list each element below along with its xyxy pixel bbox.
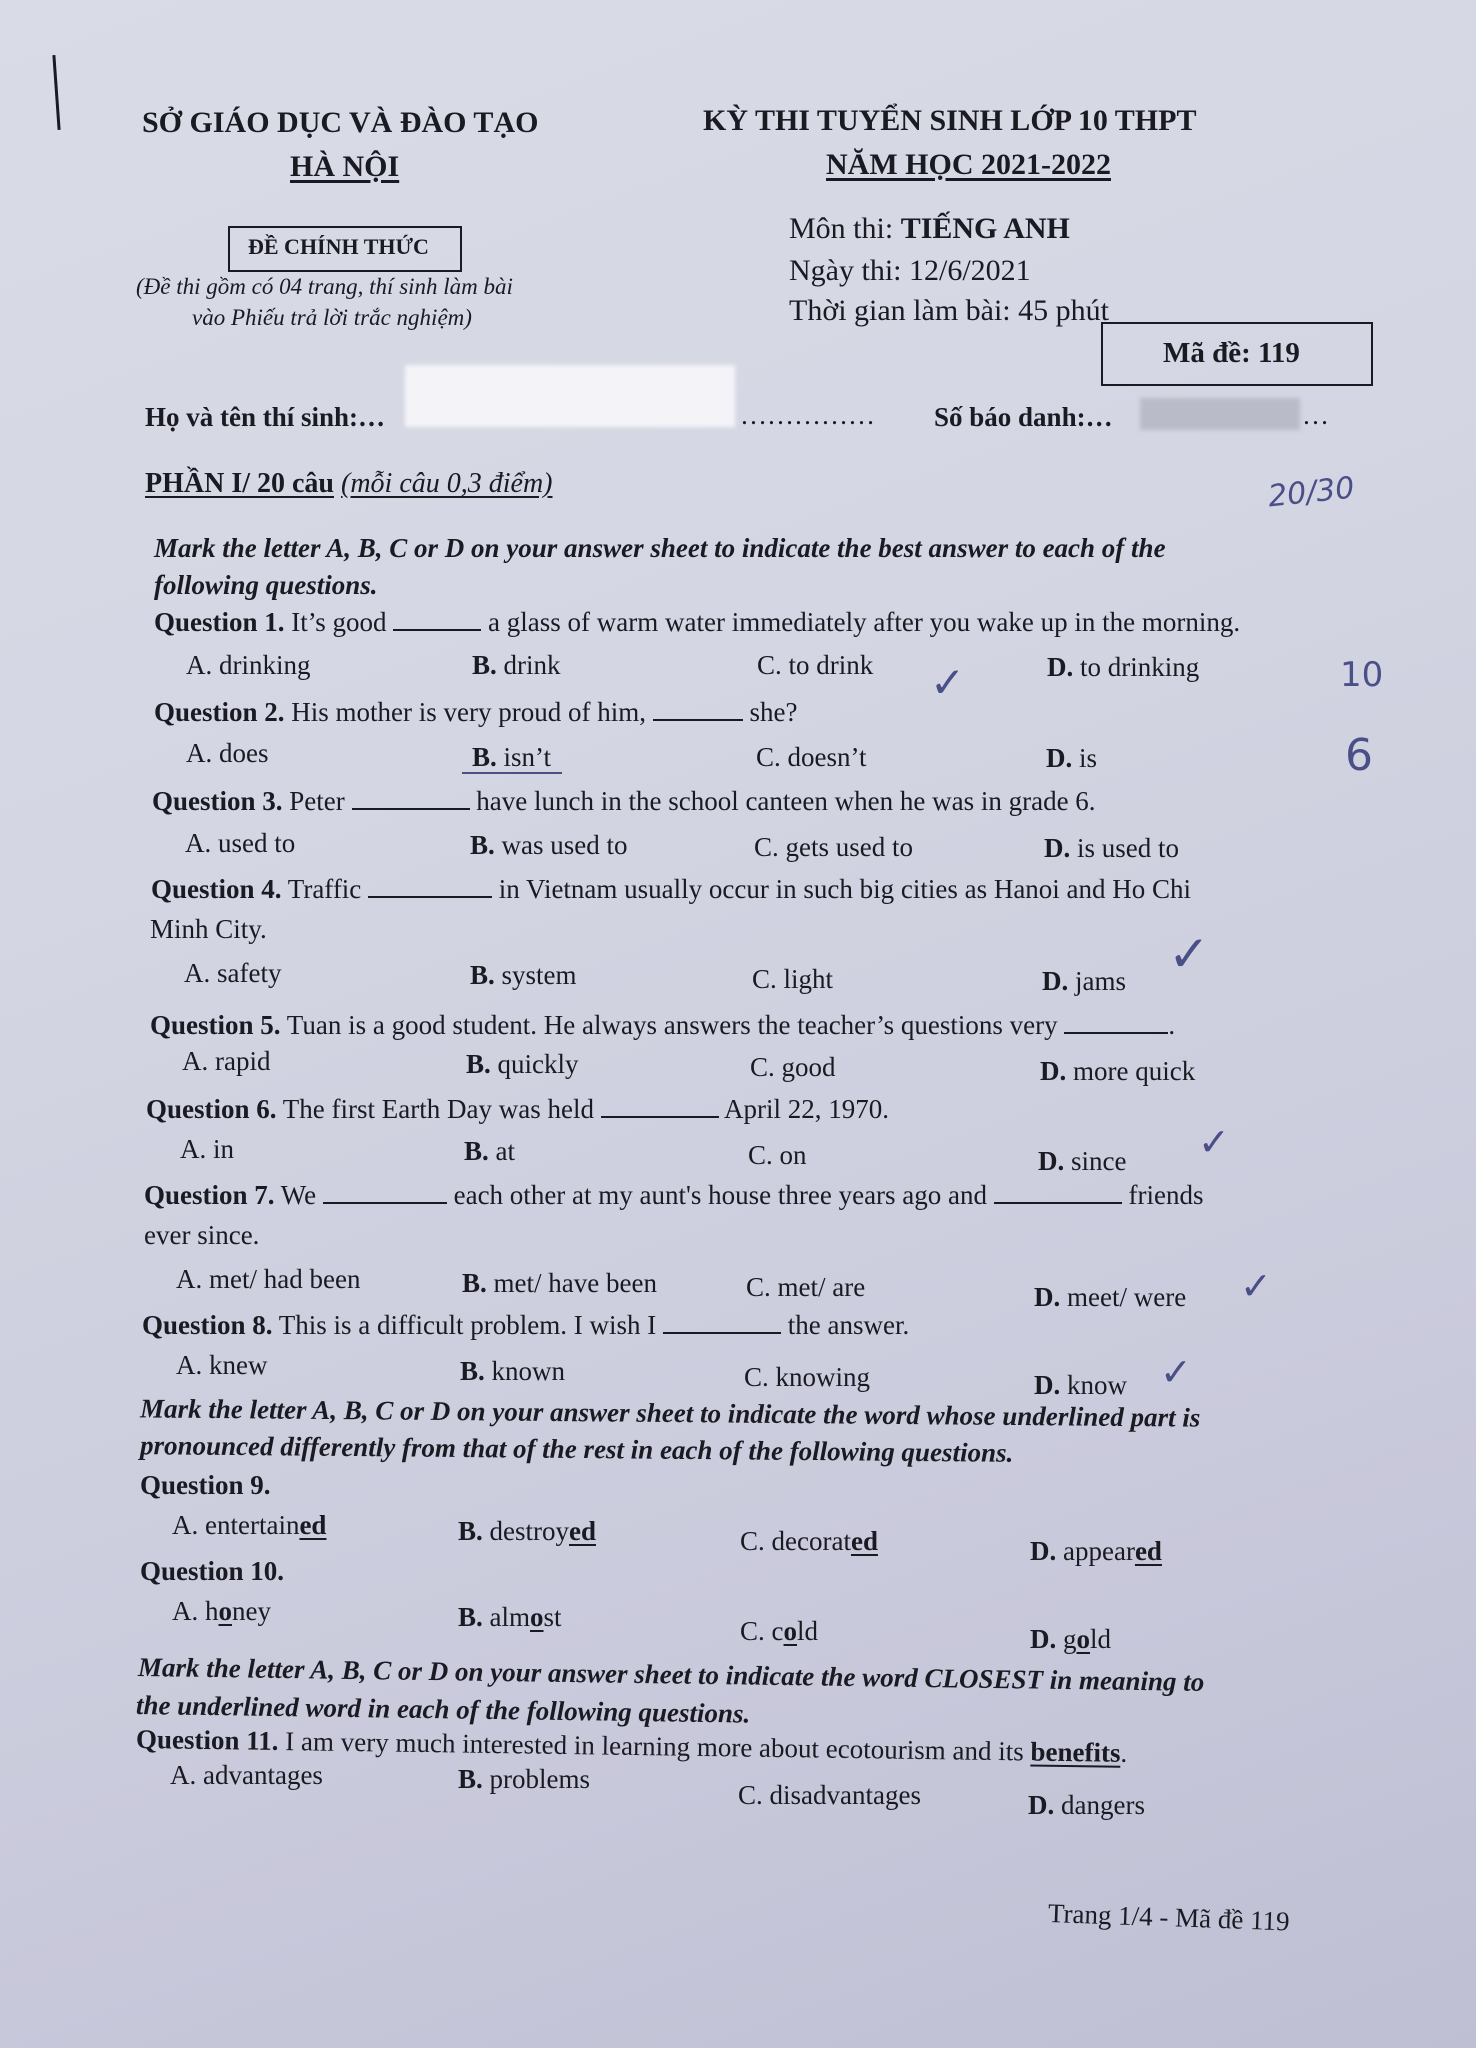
instruction-pronounce-l2: pronounced differently from that of the rest in each of the following questions. [139, 1430, 1014, 1468]
q5-option-c: C. good [750, 1052, 836, 1082]
question-text: friends [1121, 1180, 1204, 1210]
answer-blank [393, 607, 481, 631]
q4-option-b: B. system [470, 960, 577, 990]
question-1 [154, 607, 1240, 638]
instruction-closest-l2: the underlined word in each of the following questions. [135, 1690, 751, 1729]
page-footer: Trang 1/4 - Mã đề 119 [1047, 1898, 1291, 1937]
q4-option-a: A. safety [184, 958, 282, 988]
answer-blank [663, 1310, 781, 1334]
question-label: Question 8. [142, 1310, 273, 1340]
q7-option-b: B. met/ have been [462, 1268, 657, 1298]
q2-option-a: A. does [186, 738, 269, 768]
instruction-pronounce-l1: Mark the letter A, B, C or D on your answer sheet to indicate the word whose underlined part is [139, 1393, 1201, 1433]
q2-option-c: C. doesn’t [756, 742, 867, 772]
q6-option-a: A. in [180, 1134, 235, 1164]
question-text: a glass of warm water immediately after you wake up in the morning. [481, 607, 1241, 637]
q8-option-d: D. know [1034, 1370, 1127, 1400]
question-text: have lunch in the school canteen when he was in grade 6. [469, 786, 1096, 816]
q10-option-b: B. almost [458, 1602, 562, 1632]
handwritten-score: 20/30 [1266, 470, 1357, 515]
candidate-name-dots: …………… [740, 400, 875, 430]
question-text: I am very much interested in learning more about ecotourism and its [278, 1725, 1031, 1767]
q6-option-c: C. on [748, 1140, 807, 1170]
subject-line [789, 212, 1070, 246]
exam-date: Ngày thi: 12/6/2021 [789, 254, 1031, 287]
q6-option-b: B. at [464, 1136, 516, 1166]
q6-option-d: D. since [1038, 1146, 1127, 1176]
q10-option-d: D. gold [1030, 1624, 1112, 1654]
instruction-best-answer-l2: following questions. [154, 570, 378, 600]
question-label: Question 11. [135, 1724, 279, 1756]
exam-note-line2: vào Phiếu trả lời trắc nghiệm) [192, 305, 472, 330]
school-year: NĂM HỌC 2021-2022 [826, 148, 1111, 181]
check-mark-icon: ✓ [1240, 1264, 1272, 1308]
question-text: Traffic [281, 874, 369, 904]
question-text: . [1120, 1737, 1128, 1768]
question-3 [152, 786, 1096, 817]
q3-option-c: C. gets used to [754, 832, 914, 862]
question-text: This is a difficult problem. I wish I [272, 1310, 663, 1340]
check-mark-icon: ✓ [1168, 925, 1210, 983]
official-exam-label: ĐỀ CHÍNH THỨC [248, 234, 429, 259]
subject-label: Môn thi: [789, 212, 901, 245]
question-text: . [1168, 1010, 1176, 1040]
q5-option-d: D. more quick [1040, 1056, 1196, 1086]
department-name: SỞ GIÁO DỤC VÀ ĐÀO TẠO [142, 106, 539, 139]
q8-option-c: C. knowing [744, 1362, 871, 1392]
question-text: the answer. [781, 1310, 910, 1340]
q9-option-a: A. entertained [172, 1510, 327, 1540]
question-label: Question 7. [144, 1180, 275, 1210]
handwritten-mark-6: 6 [1345, 730, 1373, 781]
question-4 [151, 874, 1191, 905]
answer-blank [323, 1180, 447, 1204]
answer-blank [352, 786, 470, 810]
section-title [145, 468, 553, 500]
q1-option-c: C. to drink [757, 650, 874, 680]
question-text: His mother is very proud of him, [284, 697, 653, 727]
question-7 [144, 1180, 1204, 1211]
q3-option-d: D. is used to [1044, 833, 1180, 863]
candidate-id-redaction [1140, 398, 1300, 430]
q11-option-d: D. dangers [1028, 1790, 1145, 1820]
department-city: HÀ NỘI [290, 150, 400, 183]
q7-option-c: C. met/ are [746, 1272, 866, 1302]
exam-code: Mã đề: 119 [1163, 337, 1300, 369]
q2-option-d: D. is [1046, 743, 1098, 773]
q3-option-a: A. used to [185, 828, 296, 858]
q4-option-c: C. light [752, 964, 834, 994]
question-9: Question 9. [140, 1470, 271, 1500]
q1-option-d: D. to drinking [1047, 652, 1200, 682]
q11-option-b: B. problems [458, 1764, 591, 1794]
q8-option-b: B. known [460, 1356, 566, 1386]
question-label: Question 5. [150, 1010, 281, 1040]
handwritten-mark-10: 10 [1340, 655, 1384, 695]
q4-option-d: D. jams [1042, 966, 1126, 996]
q9-option-d: D. appeared [1030, 1536, 1162, 1566]
check-mark-icon: ✓ [930, 658, 966, 707]
q10-option-a: A. honey [172, 1596, 271, 1626]
section-points: (mỗi câu 0,3 điểm) [341, 468, 553, 499]
question-6 [146, 1094, 889, 1125]
underlined-word: benefits [1030, 1736, 1121, 1768]
q10-option-c: C. cold [740, 1616, 819, 1646]
question-label: Question 4. [151, 874, 282, 904]
exam-title: KỲ THI TUYỂN SINH LỚP 10 THPT [703, 104, 1197, 137]
q1-option-a: A. drinking [186, 650, 311, 680]
q8-option-a: A. knew [176, 1350, 268, 1380]
question-text: We [274, 1180, 323, 1210]
q1-option-b: B. drink [472, 650, 561, 680]
candidate-name-label: Họ và tên thí sinh:… [145, 402, 386, 432]
answer-blank [368, 874, 492, 898]
candidate-id-label: Số báo danh:… [934, 402, 1113, 432]
question-10: Question 10. [140, 1556, 285, 1586]
check-mark-icon: ✓ [1160, 1350, 1192, 1394]
answer-blank [994, 1180, 1122, 1204]
question-text: Peter [282, 786, 352, 816]
exam-duration: Thời gian làm bài: 45 phút [789, 294, 1109, 327]
q2-option-b: B. isn’t [472, 742, 552, 772]
question-text: April 22, 1970. [718, 1094, 889, 1124]
q3-option-b: B. was used to [470, 830, 628, 860]
q7-option-a: A. met/ had been [176, 1264, 361, 1294]
answer-blank [1064, 1010, 1168, 1034]
pen-underline [462, 772, 562, 774]
candidate-id-dots: … [1302, 400, 1329, 430]
question-label: Question 3. [152, 786, 283, 816]
q9-option-c: C. decorated [740, 1526, 878, 1556]
question-label: Question 1. [154, 607, 285, 637]
instruction-best-answer-l1: Mark the letter A, B, C or D on your answer sheet to indicate the best answer to each of the [154, 533, 1166, 563]
question-2 [154, 697, 797, 728]
answer-blank [653, 697, 743, 721]
question-text: each other at my aunt's house three years ago and [446, 1180, 994, 1210]
question-7-continued: ever since. [144, 1220, 260, 1250]
instruction-closest-l1: Mark the letter A, B, C or D on your answer sheet to indicate the word CLOSEST in meaning to [137, 1652, 1205, 1697]
answer-blank [601, 1094, 719, 1118]
check-mark-icon: ✓ [1198, 1120, 1230, 1164]
exam-note-line1: (Đề thi gồm có 04 trang, thí sinh làm bài [136, 274, 513, 299]
pen-stroke-margin [52, 55, 60, 130]
candidate-name-redaction [405, 365, 735, 427]
question-text: in Vietnam usually occur in such big cities as Hanoi and Ho Chi [492, 874, 1192, 904]
section-title-main: PHẦN I/ 20 câu [145, 468, 334, 499]
q5-option-b: B. quickly [466, 1049, 579, 1079]
q5-option-a: A. rapid [182, 1046, 271, 1076]
question-text: The first Earth Day was held [276, 1094, 601, 1124]
q9-option-b: B. destroyed [458, 1516, 596, 1546]
question-4-continued: Minh City. [150, 914, 267, 944]
question-text: she? [742, 697, 798, 727]
question-label: Question 2. [154, 697, 285, 727]
subject-value: TIẾNG ANH [900, 212, 1070, 245]
q11-option-c: C. disadvantages [738, 1780, 921, 1810]
q7-option-d: D. meet/ were [1034, 1282, 1187, 1312]
question-5 [150, 1010, 1175, 1041]
question-text: It’s good [284, 607, 394, 637]
question-text: Tuan is a good student. He always answers the teacher’s questions very [280, 1010, 1065, 1040]
question-label: Question 6. [146, 1094, 277, 1124]
question-8 [142, 1310, 909, 1341]
q11-option-a: A. advantages [170, 1760, 323, 1790]
